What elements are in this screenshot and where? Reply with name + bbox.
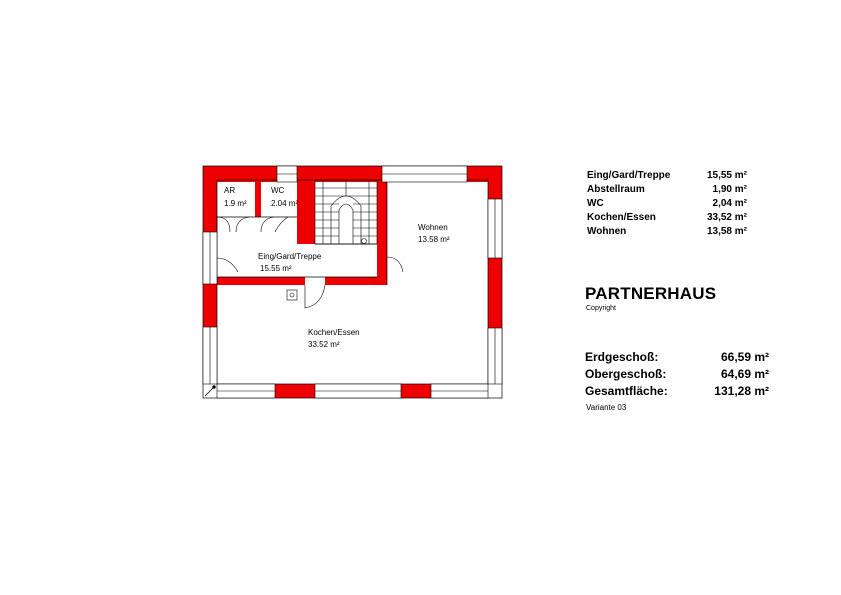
area-value: 33,52 m² bbox=[706, 212, 747, 223]
room-kochen-area: 33.52 m² bbox=[308, 340, 340, 349]
room-wc-name: WC bbox=[271, 186, 285, 195]
room-wohnen-area: 13.58 m² bbox=[418, 235, 450, 244]
room-wc-area: 2.04 m² bbox=[271, 199, 299, 208]
floor-totals bbox=[585, 350, 769, 401]
total-value: 66,59 m² bbox=[720, 350, 769, 364]
area-name: Abstellraum bbox=[587, 184, 645, 195]
copyright-text: Copyright bbox=[586, 305, 616, 312]
stairs bbox=[315, 180, 377, 244]
room-ar-name: AR bbox=[224, 186, 236, 195]
room-kochen-name: Kochen/Essen bbox=[308, 328, 360, 337]
room-wohnen-name: Wohnen bbox=[418, 223, 448, 232]
variant-label: Variante 03 bbox=[586, 403, 627, 412]
total-row bbox=[585, 367, 769, 384]
area-value: 15,55 m² bbox=[706, 170, 747, 181]
area-name: Wohnen bbox=[587, 226, 627, 237]
area-value: 13,58 m² bbox=[706, 226, 747, 237]
total-value: 64,69 m² bbox=[720, 367, 769, 381]
room-eingang-name: Eing/Gard/Treppe bbox=[258, 252, 322, 261]
table-row bbox=[587, 212, 747, 226]
total-row bbox=[585, 350, 769, 367]
total-name: Gesamtfläche: bbox=[585, 384, 668, 398]
total-name: Obergeschoß: bbox=[585, 367, 667, 381]
area-name: Kochen/Essen bbox=[587, 212, 656, 223]
table-row bbox=[587, 226, 747, 240]
room-eingang-area: 15.55 m² bbox=[260, 264, 292, 273]
room-ar-area: 1.9 m² bbox=[224, 199, 247, 208]
area-value: 2,04 m² bbox=[712, 198, 747, 209]
area-name: Eing/Gard/Treppe bbox=[587, 170, 671, 181]
walls bbox=[203, 166, 502, 398]
total-value: 131,28 m² bbox=[714, 384, 769, 398]
total-name: Erdgeschoß: bbox=[585, 350, 659, 364]
table-row bbox=[587, 184, 747, 198]
table-row bbox=[587, 198, 747, 212]
table-row bbox=[587, 170, 747, 184]
area-name: WC bbox=[587, 198, 604, 209]
house-title: PARTNERHAUS bbox=[585, 284, 717, 303]
total-row bbox=[585, 384, 769, 401]
room-area-table bbox=[587, 170, 747, 240]
area-value: 1,90 m² bbox=[712, 184, 747, 195]
corner-marker bbox=[205, 386, 215, 396]
